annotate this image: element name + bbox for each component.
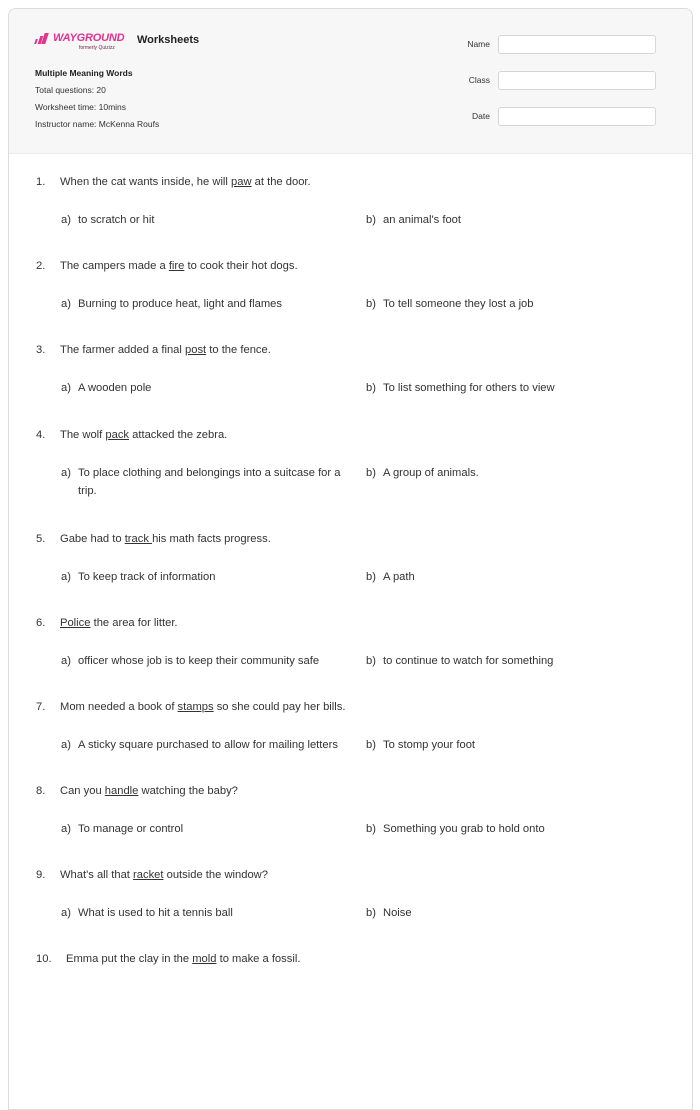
target-word: stamps: [177, 701, 214, 713]
option-b[interactable]: b) to continue to watch for something: [366, 655, 554, 667]
product-name: Worksheets: [137, 34, 200, 46]
worksheet-card: [8, 8, 693, 1110]
option-a[interactable]: a) A wooden pole: [61, 382, 152, 394]
name-input[interactable]: [498, 35, 656, 54]
option-a[interactable]: a) Burning to produce heat, light and flames: [61, 298, 282, 310]
question-text: The farmer added a final post to the fence.: [60, 344, 271, 356]
wayground-logo: [35, 33, 129, 57]
question-text: Emma put the clay in the mold to make a fossil.: [66, 953, 301, 965]
target-word: post: [185, 344, 207, 356]
name-field: [449, 34, 679, 54]
question-text: What's all that racket outside the window?: [60, 869, 268, 881]
question-number: 4.: [36, 429, 46, 441]
target-word: racket: [133, 869, 164, 881]
option-a[interactable]: a) To keep track of information: [61, 571, 216, 583]
target-word: handle: [104, 785, 139, 797]
brand: [35, 33, 199, 57]
question-number: 8.: [36, 785, 46, 797]
worksheet-header: [9, 9, 692, 154]
option-a[interactable]: a) officer whose job is to keep their community safe: [61, 655, 320, 667]
option-a[interactable]: a) To manage or control: [61, 823, 184, 835]
date-input[interactable]: [498, 107, 656, 126]
question-text: The campers made a fire to cook their hot dogs.: [60, 260, 298, 272]
question-number: 2.: [36, 260, 46, 272]
total-questions: Total questions: 20: [35, 85, 106, 95]
question-text: When the cat wants inside, he will paw at the door.: [60, 176, 311, 188]
option-b[interactable]: b) To tell someone they lost a job: [366, 298, 534, 310]
target-word: fire: [168, 260, 185, 272]
date-label: Date: [472, 111, 490, 121]
question-number: 7.: [36, 701, 46, 713]
question-text: Can you handle watching the baby?: [60, 785, 238, 797]
question-number: 6.: [36, 617, 46, 629]
instructor-name: Instructor name: McKenna Roufs: [35, 119, 160, 129]
target-word: mold: [192, 953, 217, 965]
option-b[interactable]: b) an animal's foot: [366, 214, 462, 226]
question-number: 1.: [36, 176, 46, 188]
target-word: Police: [60, 617, 91, 629]
option-a[interactable]: a) What is used to hit a tennis ball: [61, 907, 233, 919]
option-b[interactable]: b) To list something for others to view: [366, 382, 555, 394]
target-word: paw: [231, 176, 252, 188]
logo-wordmark: WAYGROUND: [53, 32, 125, 44]
worksheet-meta: [35, 67, 159, 135]
class-field: [449, 70, 679, 90]
question-number: 10.: [36, 953, 52, 965]
option-a[interactable]: a) A sticky square purchased to allow for mailing letters: [61, 739, 338, 751]
question-text: The wolf pack attacked the zebra.: [60, 429, 228, 441]
option-b[interactable]: b) A path: [366, 571, 415, 583]
class-label: Class: [468, 75, 490, 85]
option-b[interactable]: b) Something you grab to hold onto: [366, 823, 545, 835]
date-field: [449, 106, 679, 126]
question-number: 3.: [36, 344, 46, 356]
target-word: pack: [105, 429, 130, 441]
question-text: Police the area for litter.: [60, 617, 178, 629]
question-number: 9.: [36, 869, 46, 881]
question-number: 5.: [36, 533, 46, 545]
option-b[interactable]: b) A group of animals.: [366, 467, 479, 479]
question-text: Mom needed a book of stamps so she could pay her bills.: [60, 701, 346, 713]
class-input[interactable]: [498, 71, 656, 90]
option-a[interactable]: a) To place clothing and belongings into a suitcase for a trip.: [61, 467, 341, 497]
option-b[interactable]: b) Noise: [366, 907, 412, 919]
name-label: Name: [467, 39, 490, 49]
option-b[interactable]: b) To stomp your foot: [366, 739, 476, 751]
worksheet-title: Multiple Meaning Words: [35, 68, 133, 78]
question-text: Gabe had to track his math facts progress.: [60, 533, 271, 545]
worksheet-time: Worksheet time: 10mins: [35, 102, 127, 112]
target-word: track: [124, 533, 153, 545]
option-a[interactable]: a) to scratch or hit: [61, 214, 155, 226]
logo-subtext: formerly Quizizz: [79, 45, 115, 51]
logo-mark-icon: [35, 33, 48, 44]
